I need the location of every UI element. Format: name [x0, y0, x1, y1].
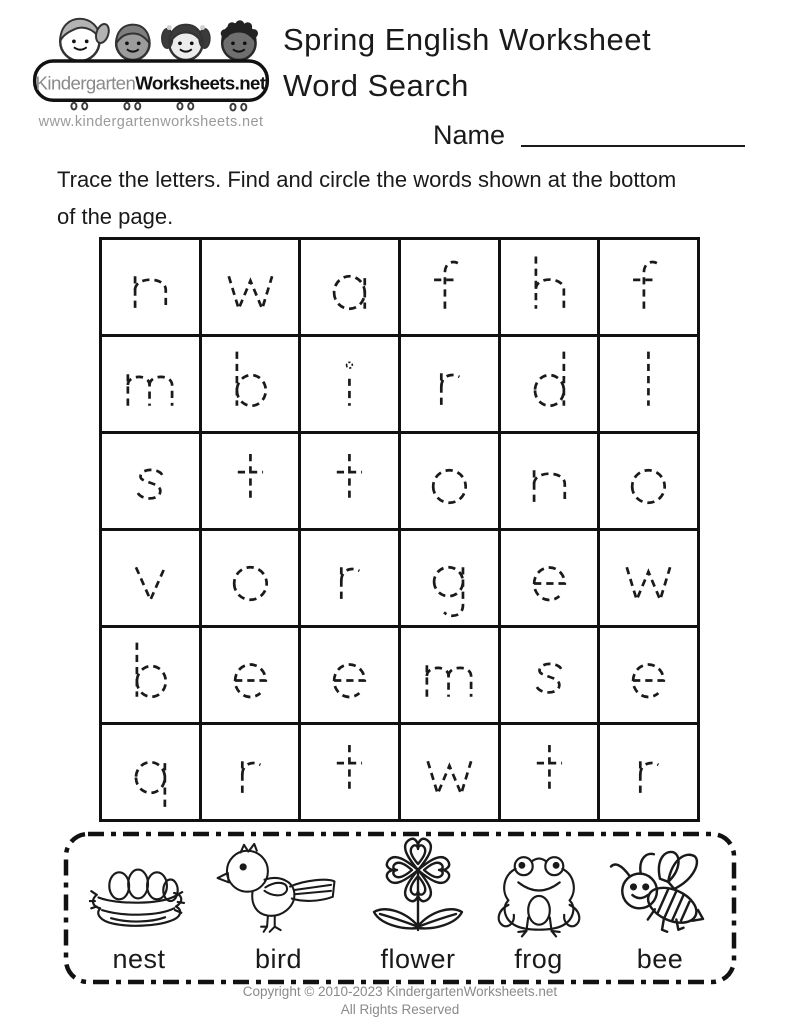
- traceable-letter-t: [304, 436, 395, 526]
- traceable-letter-i: [304, 339, 395, 429]
- logo-banner-text: KindergartenWorksheets.net: [35, 72, 266, 94]
- traceable-letter-t: [304, 727, 395, 817]
- word-bank-label: nest: [112, 944, 166, 974]
- instructions-text: [57, 161, 757, 235]
- traceable-letter-m: [105, 339, 196, 429]
- traceable-letter-q: [105, 727, 196, 817]
- nest-icon: [89, 866, 189, 943]
- frog-icon: [494, 852, 584, 943]
- traceable-letter-e: [504, 533, 595, 623]
- grid-cell: [202, 434, 299, 528]
- grid-cell: [501, 531, 598, 625]
- grid-cell: [401, 434, 498, 528]
- grid-cell: [401, 240, 498, 334]
- grid-cell: [301, 337, 398, 431]
- traceable-letter-g: [404, 533, 495, 623]
- traceable-letter-f: [603, 242, 694, 332]
- grid-cell: [202, 725, 299, 819]
- traceable-letter-w: [404, 727, 495, 817]
- grid-cell: [102, 337, 199, 431]
- word-bank-item-bird: [215, 842, 343, 975]
- grid-cell: [501, 434, 598, 528]
- footer-rights: All Rights Reserved: [340, 1002, 460, 1017]
- traceable-letter-l: [603, 339, 694, 429]
- instructions-line1: Trace the letters. Find and circle the words shown at the bottom: [57, 167, 677, 192]
- traceable-letter-b: [105, 630, 196, 720]
- grid-cell: [600, 434, 697, 528]
- traceable-letter-r: [603, 727, 694, 817]
- word-bank-item-frog: [494, 852, 584, 975]
- traceable-letter-o: [404, 436, 495, 526]
- traceable-letter-t: [504, 727, 595, 817]
- grid-cell: [401, 725, 498, 819]
- grid-cell: [501, 628, 598, 722]
- grid-cell: [102, 628, 199, 722]
- grid-cell: [301, 240, 398, 334]
- page-title-line1: Spring English Worksheet: [283, 22, 652, 57]
- traceable-letter-e: [603, 630, 694, 720]
- traceable-letter-w: [603, 533, 694, 623]
- footer-copyright: Copyright © 2010-2023 KindergartenWorksheets.net: [242, 984, 558, 999]
- grid-cell: [102, 531, 199, 625]
- word-bank-item-nest: [89, 866, 189, 975]
- website-url: www.kindergartenworksheets.net: [38, 114, 264, 130]
- bird-icon: [215, 842, 343, 943]
- grid-cell: [301, 725, 398, 819]
- traceable-letter-s: [105, 436, 196, 526]
- grid-cell: [301, 531, 398, 625]
- traceable-letter-r: [205, 727, 296, 817]
- grid-cell: [401, 531, 498, 625]
- traceable-letter-t: [205, 436, 296, 526]
- grid-cell: [301, 628, 398, 722]
- traceable-letter-e: [304, 630, 395, 720]
- letter-grid: [99, 237, 700, 822]
- grid-cell: [102, 725, 199, 819]
- grid-cell: [600, 531, 697, 625]
- traceable-letter-r: [304, 533, 395, 623]
- traceable-letter-v: [105, 533, 196, 623]
- grid-cell: [202, 531, 299, 625]
- grid-cell: [600, 240, 697, 334]
- word-bank-item-bee: [609, 846, 711, 975]
- traceable-letter-n: [105, 242, 196, 332]
- name-blank-line: [521, 121, 745, 147]
- traceable-letter-f: [404, 242, 495, 332]
- traceable-letter-a: [304, 242, 395, 332]
- grid-cell: [401, 337, 498, 431]
- traceable-letter-b: [205, 339, 296, 429]
- kindergartenworksheets-logo: [26, 6, 276, 114]
- word-bank-item-flower: [368, 834, 468, 975]
- traceable-letter-r: [404, 339, 495, 429]
- traceable-letter-e: [205, 630, 296, 720]
- word-bank-label: bee: [636, 944, 684, 974]
- name-label: Name: [433, 120, 506, 150]
- grid-cell: [501, 725, 598, 819]
- grid-cell: [202, 337, 299, 431]
- grid-cell: [600, 725, 697, 819]
- traceable-letter-m: [404, 630, 495, 720]
- traceable-letter-n: [504, 436, 595, 526]
- flower-icon: [368, 834, 468, 943]
- grid-cell: [202, 240, 299, 334]
- page-title-line2: Word Search: [283, 68, 469, 103]
- bee-icon: [609, 846, 711, 943]
- word-bank-label: flower: [380, 944, 456, 974]
- grid-cell: [501, 337, 598, 431]
- grid-cell: [600, 337, 697, 431]
- word-bank-row: [89, 839, 711, 975]
- word-bank-label: bird: [254, 944, 303, 974]
- grid-cell: [501, 240, 598, 334]
- grid-cell: [401, 628, 498, 722]
- instructions-line2: of the page.: [57, 204, 174, 229]
- grid-cell: [102, 434, 199, 528]
- traceable-letter-d: [504, 339, 595, 429]
- traceable-letter-s: [504, 630, 595, 720]
- traceable-letter-w: [205, 242, 296, 332]
- word-bank-label: frog: [514, 944, 563, 974]
- traceable-letter-o: [205, 533, 296, 623]
- traceable-letter-o: [603, 436, 694, 526]
- traceable-letter-h: [504, 242, 595, 332]
- word-bank: [63, 831, 737, 985]
- grid-cell: [600, 628, 697, 722]
- grid-cell: [202, 628, 299, 722]
- grid-cell: [102, 240, 199, 334]
- grid-cell: [301, 434, 398, 528]
